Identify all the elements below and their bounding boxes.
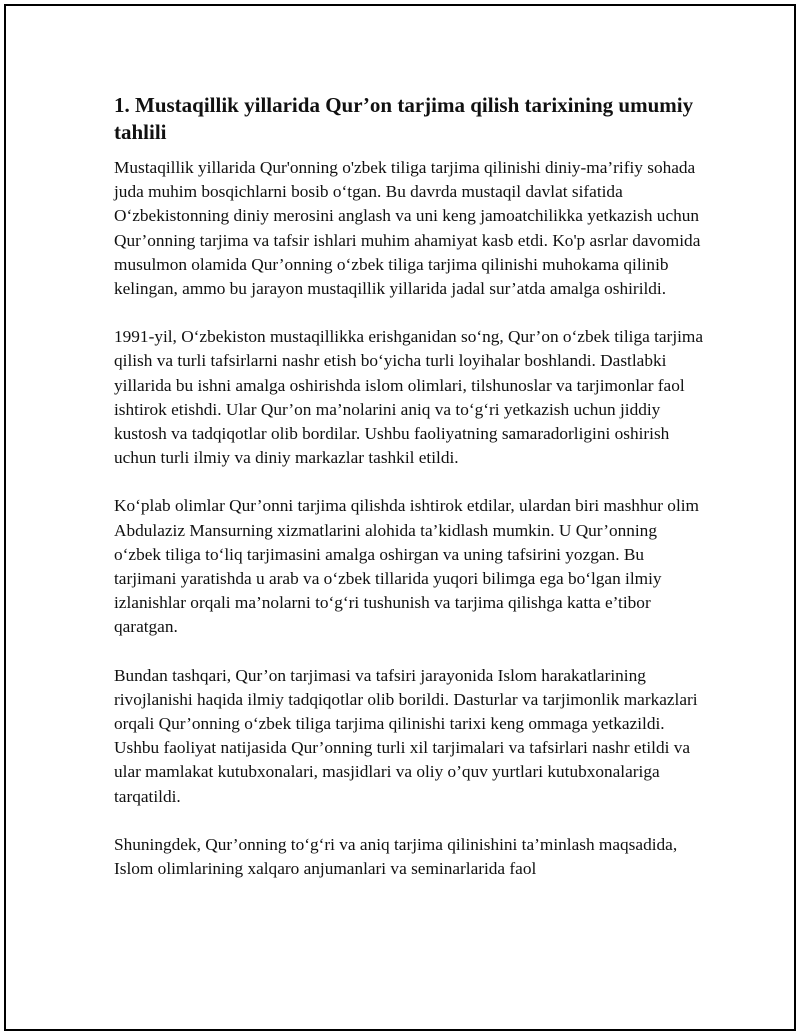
paragraph-2: 1991-yil, O‘zbekiston mustaqillikka erishganidan so‘ng, Qur’on o‘zbek tiliga tarjima qilish va turli tafsirlarni nashr etish bo‘yicha turli loyihalar boshlandi. Dastlabki yillarida bu ishni amalga oshirishda islom olimlari, tilshunoslar va tarjimonlar faol ishtirok etishdi. Ular Qur’on ma’nolarini aniq va to‘g‘ri yetkazish uchun jiddiy kustosh va tadqiqotlar olib bordilar. Ushbu faoliyatning samaradorligini oshirish uchun turli ilmiy va diniy markazlar tashkil etildi. bbox=[114, 327, 704, 468]
paragraph-5: Shuningdek, Qur’onning to‘g‘ri va aniq tarjima qilinishini ta’minlash maqsadida, Islom olimlarining xalqaro anjumanlari va seminarlarida faol bbox=[114, 834, 678, 879]
paragraph-3: Ko‘plab olimlar Qur’onni tarjima qilishda ishtirok etdilar, ulardan biri mashhur olim Abdulaziz Mansurning xizmatlarini alohida ta’kidlash mumkin. U Qur’onning o‘zbek tiliga to‘liq tarjimasini amalga oshirgan va uning tafsirini yozgan. Bu tarjimani yaratishda u arab va o‘zbek tillarida yuqori bilimga ega bo‘lgan ilmiy izlanishlar orqali ma’nolarni to‘g‘ri tushunish va tarjima qilishga katta e’tibor qaratgan. bbox=[114, 496, 699, 637]
document-body bbox=[114, 92, 704, 905]
paragraph-1: Mustaqillik yillarida Qur'onning o'zbek tiliga tarjima qilinishi diniy-ma’rifiy sohada juda muhim bosqichlarni bosib o‘tgan. Bu davrda mustaqil davlat sifatida O‘zbekistonning diniy merosini anglash va uni keng jamoatchilikka yetkazish uchun Qur’onning tarjima va tafsir ishlari muhim ahamiyat kasb etdi. Ko'p asrlar davomida musulmon olamida Qur’onning o‘zbek tiliga tarjima qilinishi muhokama qilinib kelingan, ammo bu jarayon mustaqillik yillarida jadal sur’atda amalga oshirildi. bbox=[114, 158, 701, 299]
section-heading: 1. Mustaqillik yillarida Qur’on tarjima qilish tarixining umumiy tahlili bbox=[114, 93, 694, 144]
paragraph-4: Bundan tashqari, Qur’on tarjimasi va tafsiri jarayonida Islom harakatlarining rivojlanishi haqida ilmiy tadqiqotlar olib borildi. Dasturlar va tarjimonlik markazlari orqali Qur’onning o‘zbek tiliga tarjima qilinishi tarixi keng ommaga yetkazildi. Ushbu faoliyat natijasida Qur’onning turli xil tarjimalari va tafsirlari nashr etildi va ular mamlakat kutubxonalari, masjidlari va oliy o’quv yurtlari kutubxonalariga tarqatildi. bbox=[114, 665, 698, 806]
